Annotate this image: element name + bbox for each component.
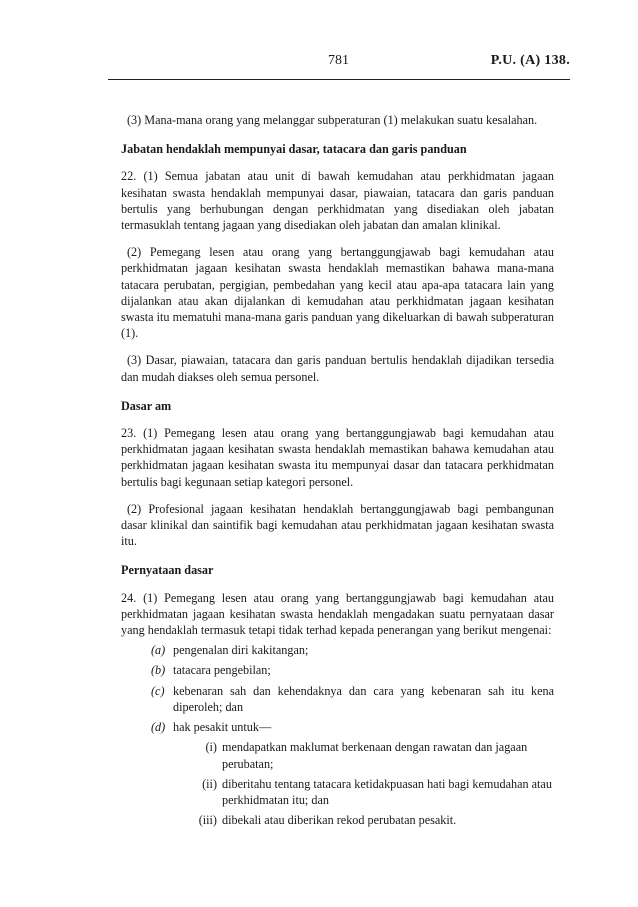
paragraph-23-1: 23. (1) Pemegang lesen atau orang yang bertanggungjawab bagi kemudahan atau perkhidmatan jagaan kesihatan swasta hendaklah memastikan bahawa kemudahan atau perkhidmatan jagaan kesihatan swasta itu mempunyai dasar dan tatacara perkhidmatan bertulis bagi kegunaan setiap kategori personel.: [121, 426, 554, 489]
list-item-iii: [121, 812, 554, 828]
section-heading-22: Jabatan hendaklah mempunyai dasar, tatacara dan garis panduan: [121, 142, 467, 157]
document-reference: P.U. (A) 138.: [490, 53, 570, 68]
list-marker: (b): [151, 663, 166, 678]
list-item-text: tatacara pengebilan;: [173, 663, 271, 678]
page-number: 781: [328, 53, 349, 68]
list-item-text: hak pesakit untuk—: [173, 720, 272, 735]
list-item-ii: [121, 776, 554, 808]
list-item-text: dibekali atau diberikan rekod perubatan pesakit.: [222, 813, 457, 828]
list-item-b: [121, 662, 554, 678]
list-item-d: [121, 719, 554, 735]
list-item-a: [121, 642, 554, 658]
paragraph-24-1: 24. (1) Pemegang lesen atau orang yang bertanggungjawab bagi kemudahan atau perkhidmatan jagaan kesihatan swasta hendaklah mengadakan suatu pernyataan dasar yang hendaklah termasuk tetapi tidak terhad kepada penerangan yang berikut mengenai:: [121, 590, 554, 638]
list-item-c: [121, 683, 554, 715]
paragraph-21-3: (3) Mana-mana orang yang melanggar subperaturan (1) melakukan suatu kesalahan.: [127, 113, 538, 127]
paragraph-22-3: (3) Dasar, piawaian, tatacara dan garis panduan bertulis hendaklah dijadikan tersedia dan mudah diakses oleh semua personel.: [121, 353, 554, 384]
list-item-text: mendapatkan maklumat berkenaan dengan rawatan dan jagaan perubatan;: [222, 740, 528, 771]
list-marker: (a): [151, 643, 166, 658]
document-body: [121, 112, 554, 828]
section-heading-23: Dasar am: [121, 398, 172, 413]
list-item-text: diberitahu tentang tatacara ketidakpuasan hati bagi kemudahan atau perkhidmatan itu; dan: [222, 776, 552, 807]
list-marker: (d): [151, 720, 166, 735]
list-marker: (i): [205, 740, 217, 755]
list-item-i: [121, 739, 554, 771]
header-divider: [108, 79, 570, 80]
list-item-text: kebenaran sah dan kehendaknya dan cara yang kebenaran sah itu kena diperoleh; dan: [173, 683, 554, 714]
section-heading-24: Pernyataan dasar: [121, 563, 214, 578]
list-marker: (c): [151, 683, 165, 698]
page-header: [108, 53, 570, 73]
paragraph-22-1: 22. (1) Semua jabatan atau unit di bawah kemudahan atau perkhidmatan jagaan kesihatan swasta hendaklah mempunyai dasar, piawaian, tatacara dan garis panduan bertulis yang berhubungan dengan perkhidmatan yang disediakan oleh jabatan termasuklah tentang jagaan yang disediakan oleh jabatan dan amalan klinikal.: [121, 169, 554, 233]
paragraph-22-2: (2) Pemegang lesen atau orang yang bertanggungjawab bagi kemudahan atau perkhidmatan jagaan kesihatan swasta hendaklah memastikan bahawa mana-mana tatacara perubatan, pergigian, pembedahan yang kecil atau apa-apa tatacara lain yang dijalankan atau akan dijalankan di kemudahan atau perkhidmatan jagaan kesihatan swasta itu mematuhi mana-mana garis panduan yang dikeluarkan di bawah subperaturan (1).: [121, 245, 554, 341]
paragraph-23-2: (2) Profesional jagaan kesihatan hendaklah bertanggungjawab bagi pembangunan dasar klinikal dan saintifik bagi kemudahan atau perkhidmatan jagaan kesihatan swasta itu.: [121, 501, 554, 549]
list-marker: (iii): [198, 813, 217, 828]
list-marker: (ii): [202, 776, 217, 791]
list-item-text: pengenalan diri kakitangan;: [173, 643, 309, 658]
